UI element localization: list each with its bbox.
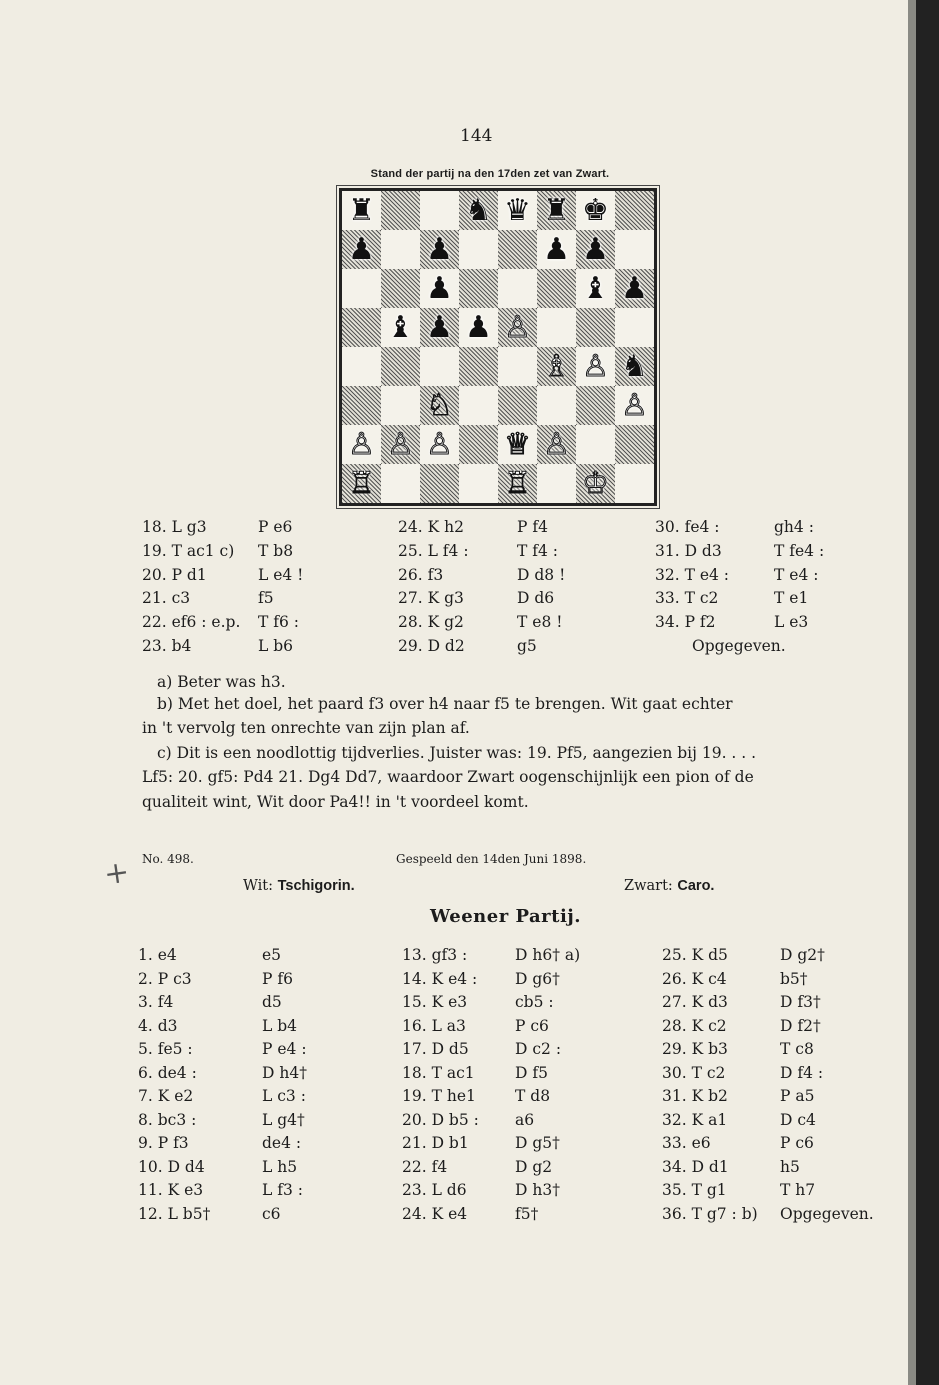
game-number: No. 498. bbox=[142, 852, 194, 866]
move-white: 27. K g3 bbox=[398, 589, 464, 608]
move-white: 7. K e2 bbox=[138, 1087, 194, 1105]
move-black: P c6 bbox=[780, 1134, 814, 1152]
chess-piece-icon: ♙ bbox=[504, 309, 531, 345]
chess-piece-icon: ♟ bbox=[426, 309, 453, 345]
move-white: 26. f3 bbox=[398, 565, 444, 584]
move-white: 24. K e4 bbox=[402, 1204, 468, 1223]
square bbox=[498, 269, 537, 308]
black-name: Caro. bbox=[677, 878, 715, 894]
move-white: 14. K e4 : bbox=[402, 969, 478, 988]
move-white: 17. D d5 bbox=[402, 1040, 469, 1058]
square bbox=[381, 308, 420, 347]
move-black: D h3† bbox=[515, 1181, 560, 1199]
move-white: 10. D d4 bbox=[138, 1157, 205, 1176]
chess-piece-icon: ♙ bbox=[426, 426, 453, 462]
move-black: D d6 bbox=[517, 589, 555, 608]
move-black: T b8 bbox=[258, 541, 294, 560]
square bbox=[615, 347, 654, 386]
black-label: Zwart: bbox=[624, 878, 673, 894]
move-black: L f3 : bbox=[262, 1181, 303, 1199]
white-name: Tschigorin. bbox=[277, 878, 355, 894]
move-black: P c6 bbox=[515, 1016, 549, 1035]
move-white: 22. ef6 : e.p. bbox=[142, 613, 241, 632]
move-white: 31. D d3 bbox=[655, 541, 722, 560]
square bbox=[342, 464, 381, 503]
footnote-line: b) Met het doel, het paard f3 over h4 naar f5 te brengen. Wit gaat echter bbox=[157, 695, 733, 713]
move-black: L c3 : bbox=[262, 1087, 306, 1105]
square bbox=[459, 308, 498, 347]
move-white: 8. bc3 : bbox=[138, 1110, 197, 1129]
move-black: P a5 bbox=[780, 1087, 815, 1105]
move-white: 26. K c4 bbox=[662, 969, 727, 988]
move-black: T fe4 : bbox=[774, 541, 825, 560]
square bbox=[459, 269, 498, 308]
chess-piece-icon: ♟ bbox=[348, 231, 375, 267]
game1-result: Opgegeven. bbox=[692, 637, 786, 655]
chess-piece-icon: ♝ bbox=[582, 270, 609, 306]
square bbox=[498, 347, 537, 386]
square bbox=[342, 386, 381, 425]
square bbox=[459, 386, 498, 425]
square bbox=[537, 464, 576, 503]
square bbox=[576, 191, 615, 230]
move-white: 24. K h2 bbox=[398, 518, 464, 536]
pencil-mark-icon: + bbox=[101, 854, 132, 893]
move-white: 28. K g2 bbox=[398, 613, 464, 632]
square bbox=[576, 464, 615, 503]
square bbox=[615, 464, 654, 503]
page-edge bbox=[908, 0, 916, 1385]
move-white: 25. K d5 bbox=[662, 946, 728, 964]
move-black: L e4 ! bbox=[258, 565, 304, 584]
move-white: 19. T he1 bbox=[402, 1087, 476, 1105]
square bbox=[381, 425, 420, 464]
move-white: 4. d3 bbox=[138, 1016, 178, 1035]
chess-piece-icon: ♟ bbox=[543, 231, 570, 267]
square bbox=[537, 269, 576, 308]
square bbox=[576, 386, 615, 425]
move-white: 3. f4 bbox=[138, 993, 174, 1011]
move-white: 30. T c2 bbox=[662, 1063, 726, 1082]
chess-diagram bbox=[339, 188, 657, 506]
square bbox=[420, 230, 459, 269]
square bbox=[615, 230, 654, 269]
move-white: 12. L b5† bbox=[138, 1204, 211, 1223]
move-white: 36. T g7 : b) bbox=[662, 1204, 758, 1223]
square bbox=[459, 464, 498, 503]
chess-piece-icon: ♗ bbox=[543, 348, 570, 384]
white-player bbox=[243, 878, 355, 894]
move-white: 16. L a3 bbox=[402, 1016, 466, 1035]
square bbox=[342, 308, 381, 347]
move-white: 21. D b1 bbox=[402, 1134, 469, 1152]
move-white: 23. L d6 bbox=[402, 1181, 467, 1199]
move-black: P e4 : bbox=[262, 1040, 307, 1058]
page-border bbox=[916, 0, 939, 1385]
square bbox=[381, 464, 420, 503]
move-white: 6. de4 : bbox=[138, 1063, 197, 1082]
move-white: 9. P f3 bbox=[138, 1134, 189, 1152]
move-black: T f6 : bbox=[258, 613, 300, 632]
move-black: b5† bbox=[780, 969, 808, 988]
move-white: 5. fe5 : bbox=[138, 1040, 193, 1058]
chess-piece-icon: ♞ bbox=[621, 348, 648, 384]
square bbox=[459, 230, 498, 269]
square bbox=[498, 191, 537, 230]
move-black: L h5 bbox=[262, 1157, 298, 1176]
move-black: D g6† bbox=[515, 969, 560, 988]
footnote-line: Lf5: 20. gf5: Pd4 21. Dg4 Dd7, waardoor Zwart oogenschijnlijk een pion of de bbox=[142, 768, 754, 786]
move-black: L g4† bbox=[262, 1110, 305, 1129]
move-black: T e1 bbox=[774, 589, 809, 608]
square bbox=[381, 386, 420, 425]
square bbox=[615, 269, 654, 308]
chess-piece-icon: ♙ bbox=[387, 426, 414, 462]
move-black: Opgegeven. bbox=[780, 1204, 874, 1223]
chess-piece-icon: ♟ bbox=[465, 309, 492, 345]
square bbox=[342, 269, 381, 308]
square bbox=[498, 386, 537, 425]
move-white: 20. P d1 bbox=[142, 565, 207, 584]
move-black: D c2 : bbox=[515, 1040, 562, 1058]
move-black: d5 bbox=[262, 993, 282, 1011]
move-white: 35. T g1 bbox=[662, 1181, 727, 1199]
square bbox=[615, 308, 654, 347]
move-black: g5 bbox=[517, 637, 537, 655]
square bbox=[576, 425, 615, 464]
chess-piece-icon: ♙ bbox=[621, 387, 648, 423]
move-white: 13. gf3 : bbox=[402, 946, 468, 964]
move-black: a6 bbox=[515, 1110, 535, 1129]
move-black: de4 : bbox=[262, 1134, 302, 1152]
move-white: 29. K b3 bbox=[662, 1040, 728, 1058]
chess-piece-icon: ♟ bbox=[426, 270, 453, 306]
move-black: T e4 : bbox=[774, 565, 819, 584]
square bbox=[576, 308, 615, 347]
square bbox=[537, 425, 576, 464]
move-white: 11. K e3 bbox=[138, 1181, 204, 1199]
move-white: 30. fe4 : bbox=[655, 518, 720, 536]
move-white: 33. T c2 bbox=[655, 589, 719, 608]
square bbox=[459, 425, 498, 464]
diagram-caption: Stand der partij na den 17den zet van Zwart. bbox=[370, 168, 610, 180]
move-white: 25. L f4 : bbox=[398, 541, 469, 560]
chess-piece-icon: ♔ bbox=[582, 465, 609, 501]
square bbox=[420, 347, 459, 386]
square bbox=[459, 191, 498, 230]
chess-piece-icon: ♘ bbox=[426, 387, 453, 423]
move-white: 29. D d2 bbox=[398, 637, 465, 655]
square bbox=[459, 347, 498, 386]
opening-title: Weener Partij. bbox=[430, 906, 582, 927]
square bbox=[576, 230, 615, 269]
move-white: 19. T ac1 c) bbox=[142, 541, 235, 560]
chess-piece-icon: ♙ bbox=[582, 348, 609, 384]
move-black: P f4 bbox=[517, 518, 548, 536]
square bbox=[537, 308, 576, 347]
footnote-line: a) Beter was h3. bbox=[157, 673, 286, 691]
square bbox=[615, 425, 654, 464]
move-black: D f3† bbox=[780, 993, 821, 1011]
square bbox=[537, 230, 576, 269]
square bbox=[498, 464, 537, 503]
chess-piece-icon: ♟ bbox=[426, 231, 453, 267]
move-black: cb5 : bbox=[515, 993, 554, 1011]
chess-piece-icon: ♕ bbox=[504, 426, 531, 462]
square bbox=[420, 191, 459, 230]
move-white: 20. D b5 : bbox=[402, 1110, 479, 1129]
move-black: f5† bbox=[515, 1204, 539, 1223]
move-white: 28. K c2 bbox=[662, 1016, 727, 1035]
move-white: 32. T e4 : bbox=[655, 565, 730, 584]
square bbox=[420, 269, 459, 308]
move-white: 33. e6 bbox=[662, 1134, 711, 1152]
move-white: 22. f4 bbox=[402, 1157, 448, 1176]
move-black: P f6 bbox=[262, 969, 293, 988]
chess-piece-icon: ♜ bbox=[543, 192, 570, 228]
chess-piece-icon: ♞ bbox=[465, 192, 492, 228]
square bbox=[498, 308, 537, 347]
square bbox=[537, 386, 576, 425]
footnote-line: qualiteit wint, Wit door Pa4!! in 't voordeel komt. bbox=[142, 793, 529, 811]
square bbox=[381, 347, 420, 386]
move-black: D h6† a) bbox=[515, 946, 581, 964]
chess-piece-icon: ♟ bbox=[582, 231, 609, 267]
move-white: 18. T ac1 bbox=[402, 1063, 475, 1082]
chess-piece-icon: ♙ bbox=[348, 426, 375, 462]
square bbox=[342, 347, 381, 386]
move-white: 23. b4 bbox=[142, 637, 192, 655]
move-black: T e8 ! bbox=[517, 613, 563, 632]
move-black: D g5† bbox=[515, 1134, 560, 1152]
square bbox=[576, 347, 615, 386]
move-black: L b6 bbox=[258, 637, 294, 655]
square bbox=[498, 425, 537, 464]
date-line: Gespeeld den 14den Juni 1898. bbox=[396, 852, 587, 866]
move-white: 15. K e3 bbox=[402, 993, 468, 1011]
square bbox=[381, 230, 420, 269]
chess-piece-icon: ♙ bbox=[543, 426, 570, 462]
move-white: 31. K b2 bbox=[662, 1087, 728, 1105]
square bbox=[420, 386, 459, 425]
move-black: h5 bbox=[780, 1157, 800, 1176]
square bbox=[498, 230, 537, 269]
move-white: 18. L g3 bbox=[142, 518, 207, 536]
square bbox=[615, 386, 654, 425]
move-black: D c4 bbox=[780, 1110, 816, 1129]
move-black: D h4† bbox=[262, 1063, 307, 1082]
white-label: Wit: bbox=[243, 878, 273, 894]
square bbox=[615, 191, 654, 230]
square bbox=[342, 191, 381, 230]
square bbox=[420, 464, 459, 503]
move-white: 2. P c3 bbox=[138, 969, 192, 988]
footnote-line: c) Dit is een noodlottig tijdverlies. Juister was: 19. Pf5, aangezien bij 19. . . . bbox=[157, 744, 757, 762]
chess-piece-icon: ♚ bbox=[582, 192, 609, 228]
move-black: L b4 bbox=[262, 1016, 298, 1035]
footnote-line: in 't vervolg ten onrechte van zijn plan af. bbox=[142, 719, 470, 737]
square bbox=[342, 230, 381, 269]
square bbox=[381, 269, 420, 308]
move-black: L e3 bbox=[774, 613, 809, 632]
move-black: D d8 ! bbox=[517, 565, 566, 584]
move-white: 34. P f2 bbox=[655, 613, 716, 632]
move-black: T f4 : bbox=[517, 541, 559, 560]
move-black: e5 bbox=[262, 946, 282, 964]
square bbox=[342, 425, 381, 464]
move-black: D f2† bbox=[780, 1016, 821, 1035]
move-black: D f5 bbox=[515, 1063, 548, 1082]
chess-piece-icon: ♖ bbox=[504, 465, 531, 501]
chess-piece-icon: ♝ bbox=[387, 309, 414, 345]
square bbox=[420, 425, 459, 464]
square bbox=[537, 191, 576, 230]
move-black: T c8 bbox=[780, 1040, 814, 1058]
square bbox=[420, 308, 459, 347]
move-white: 34. D d1 bbox=[662, 1157, 729, 1176]
chess-piece-icon: ♖ bbox=[348, 465, 375, 501]
chess-piece-icon: ♟ bbox=[621, 270, 648, 306]
square bbox=[381, 191, 420, 230]
square bbox=[576, 269, 615, 308]
move-black: D g2† bbox=[780, 946, 825, 964]
black-player bbox=[624, 878, 714, 894]
move-black: D g2 bbox=[515, 1157, 553, 1176]
move-black: gh4 : bbox=[774, 518, 814, 536]
page-number: 144 bbox=[460, 126, 493, 146]
move-black: D f4 : bbox=[780, 1063, 824, 1082]
move-black: T d8 bbox=[515, 1087, 551, 1105]
square bbox=[537, 347, 576, 386]
move-white: 32. K a1 bbox=[662, 1110, 728, 1129]
move-white: 27. K d3 bbox=[662, 993, 728, 1011]
move-black: P e6 bbox=[258, 518, 293, 536]
move-black: c6 bbox=[262, 1204, 281, 1223]
move-white: 21. c3 bbox=[142, 589, 191, 608]
chess-piece-icon: ♜ bbox=[348, 192, 375, 228]
chess-piece-icon: ♛ bbox=[504, 192, 531, 228]
move-white: 1. e4 bbox=[138, 946, 177, 964]
move-black: f5 bbox=[258, 589, 274, 608]
move-black: T h7 bbox=[780, 1181, 816, 1199]
